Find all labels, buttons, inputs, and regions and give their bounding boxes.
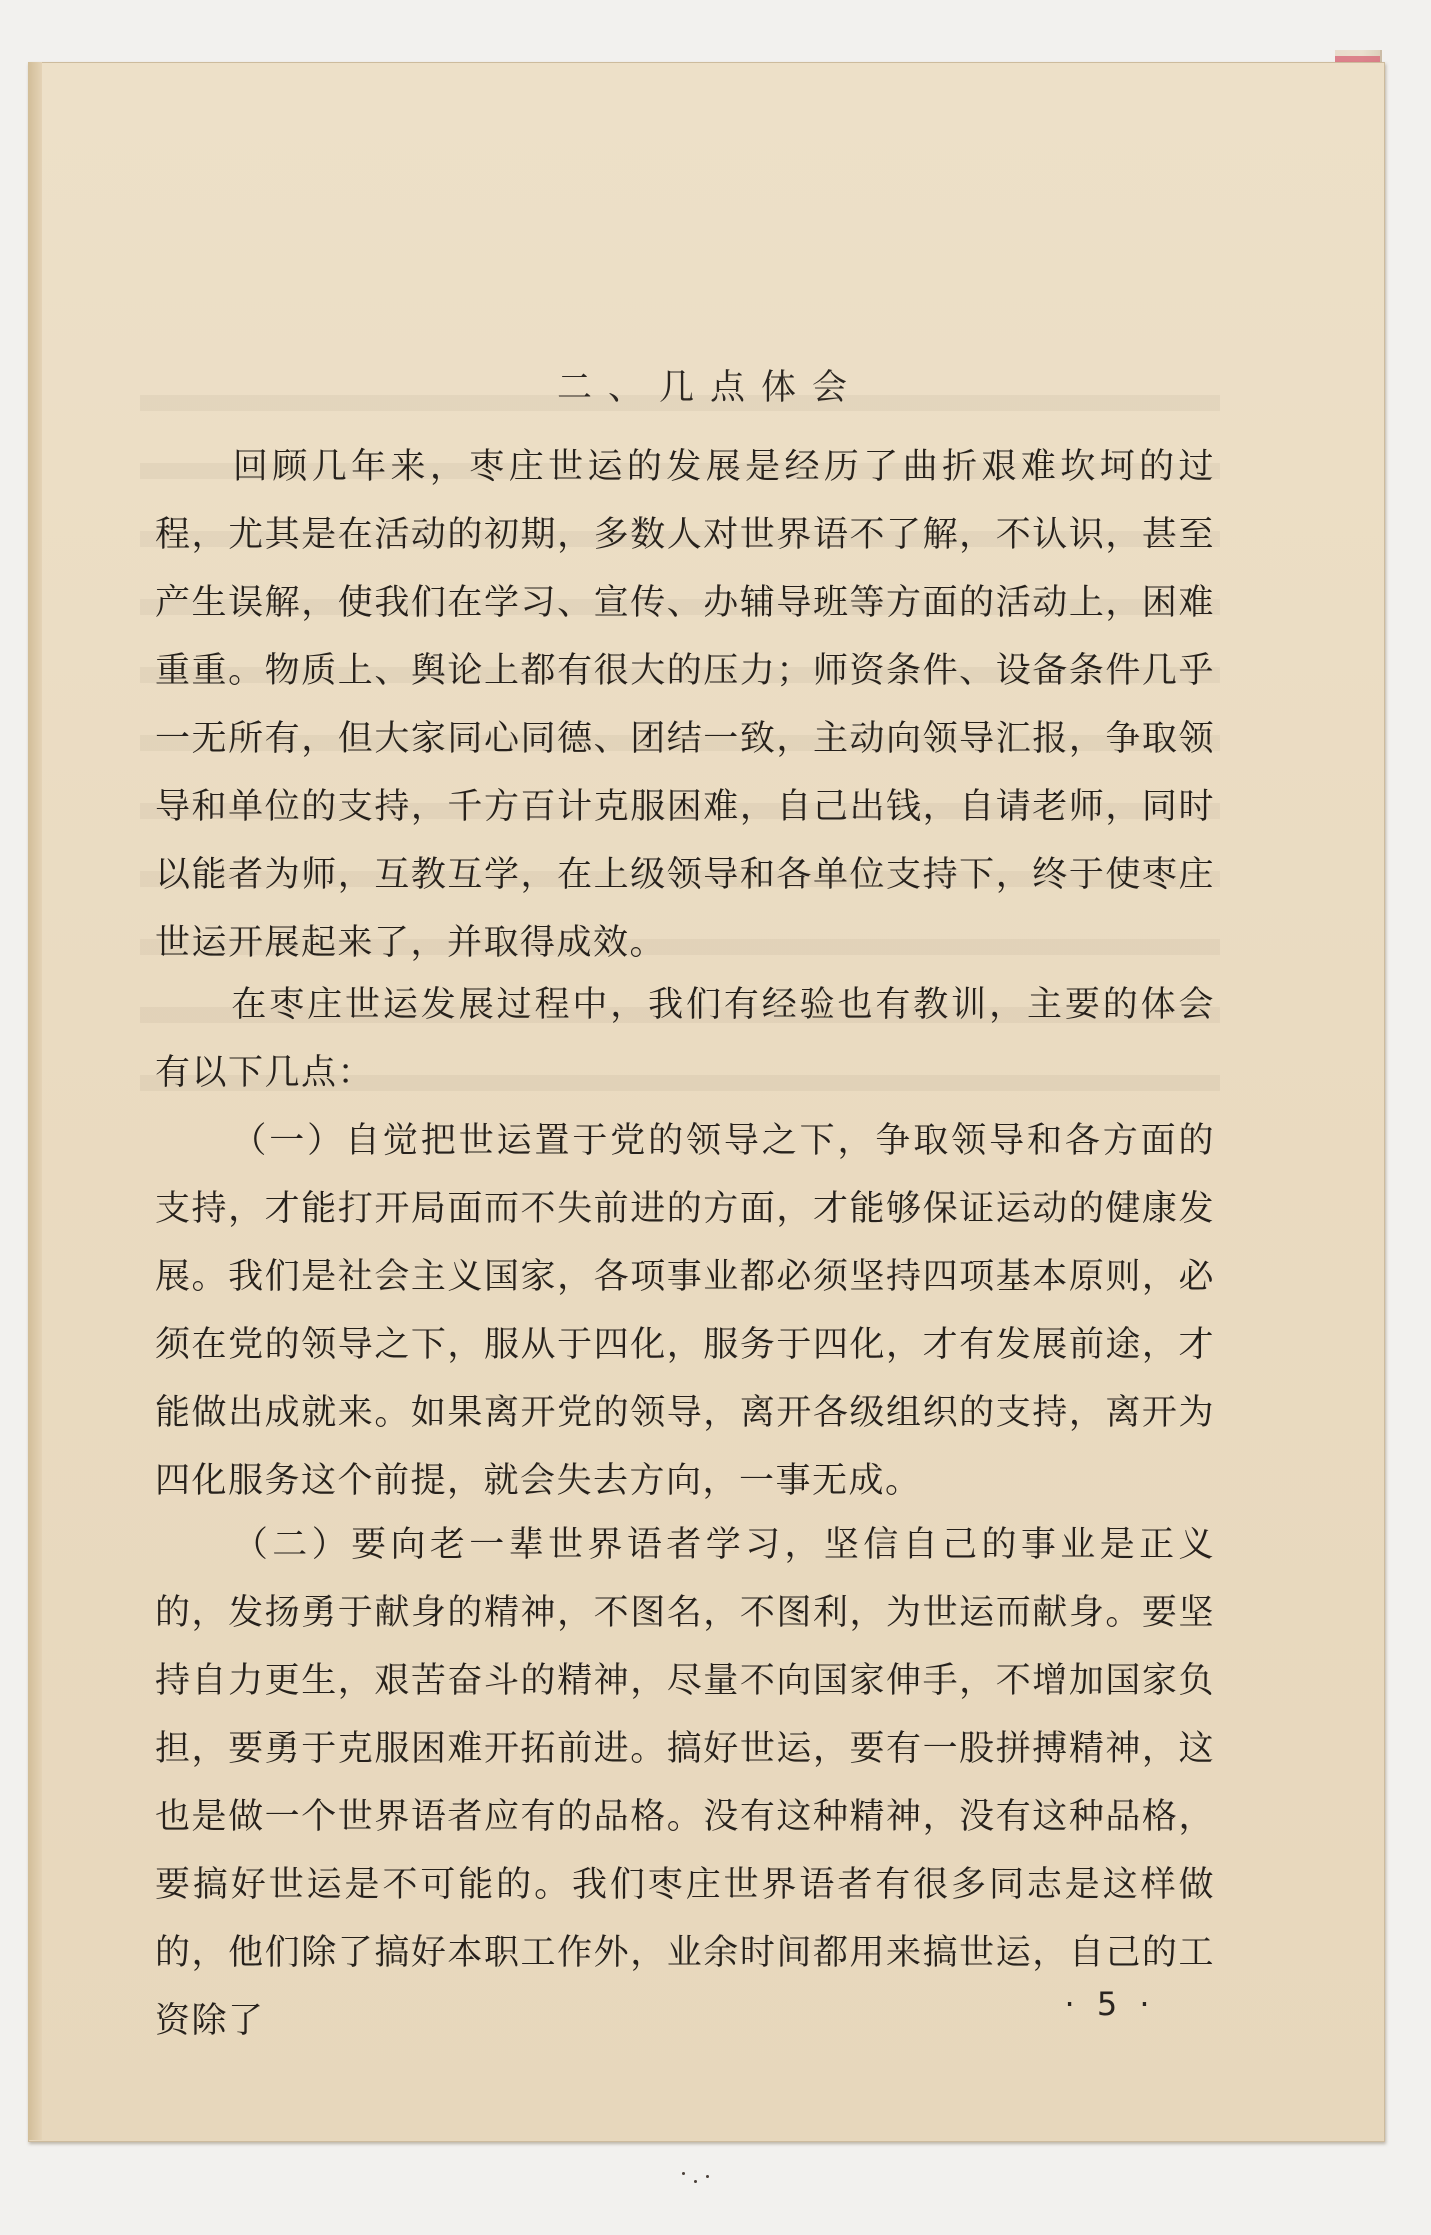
paragraph-2 [155,971,1215,1107]
paragraph-1-text: 回顾几年来，枣庄世运的发展是经历了曲折艰难坎坷的过程，尤其是在活动的初期，多数人对世界语不了解，不认识，甚至产生误解，使我们在学习、宣传、办辅导班等方面的活动上，困难重重。物质上、舆论上都有很大的压力；师资条件、设备条件几乎一无所有，但大家同心同德、团结一致，主动向领导汇报，争取领导和单位的支持，千方百计克服困难，自己出钱，自请老师，同时以能者为师，互教互学，在上级领导和各单位支持下，终于使枣庄世运开展起来了，并取得成效。 [155,447,1215,963]
dust-specks [680,2170,720,2190]
paragraph-4 [155,1511,1215,2055]
paragraph-4-text: （二）要向老一辈世界语者学习，坚信自己的事业是正义的，发扬勇于献身的精神，不图名，不图利，为世运而献身。要坚持自力更生，艰苦奋斗的精神，尽量不向国家伸手，不增加国家负担，要勇于克服困难开拓前进。搞好世运，要有一股拼搏精神，这也是做一个世界语者应有的品格。没有这种精神，没有这种品格，要搞好世运是不可能的。我们枣庄世界语者有很多同志是这样做的，他们除了搞好本职工作外，业余时间都用来搞世运，自己的工资除了 [155,1525,1215,2041]
paragraph-3-text: （一）自觉把世运置于党的领导之下，争取领导和各方面的支持，才能打开局面而不失前进的方面，才能够保证运动的健康发展。我们是社会主义国家，各项事业都必须坚持四项基本原则，必须在党的领导之下，服从于四化，服务于四化，才有发展前途，才能做出成就来。如果离开党的领导，离开各级组织的支持，离开为四化服务这个前提，就会失去方向，一事无成。 [155,1121,1215,1501]
binding-edge [28,62,42,2140]
paragraph-3 [155,1107,1215,1515]
paragraph-2-text: 在枣庄世运发展过程中，我们有经验也有教训，主要的体会有以下几点： [155,985,1215,1093]
paragraph-1 [155,433,1215,977]
page-number: · 5 · [1064,1985,1156,2023]
section-heading: 二、几点体会 [556,368,863,408]
